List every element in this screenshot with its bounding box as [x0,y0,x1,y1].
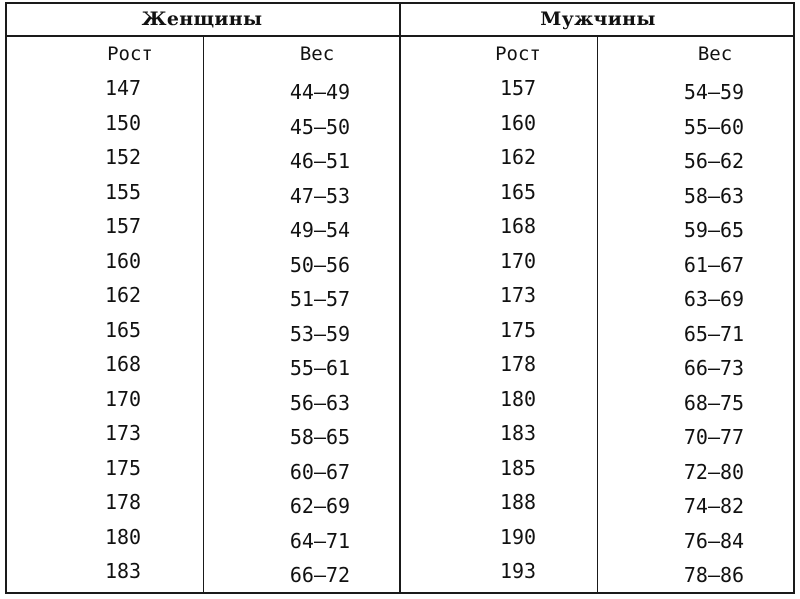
women-weight-header: Вес [299,43,335,65]
men-height-header: Рост [495,43,541,65]
women-height-cell: 170 [104,386,142,411]
women-height-cell: 157 [104,214,142,238]
women-weight-cell: 49–54 [289,218,351,242]
men-height-cell: 168 [499,214,537,238]
men-height-cell: 193 [499,559,537,583]
men-weight-cell: 70–77 [683,425,745,449]
divider-header [5,35,795,37]
women-weight-cell: 66–72 [289,563,351,587]
women-height-cell: 165 [104,317,142,342]
men-height-cell: 183 [499,421,537,445]
men-weight-cell: 55–60 [683,114,745,139]
women-height-cell: 173 [104,421,142,445]
women-height-cell: 168 [104,352,142,376]
men-height-cell: 188 [499,490,537,514]
men-height-cell: 190 [499,524,537,549]
women-weight-cell: 50–56 [289,252,351,277]
women-height-cell: 160 [104,248,142,273]
men-weight-cell: 65–71 [683,321,745,346]
men-weight-cell: 68–75 [683,390,745,415]
women-title: Женщины [141,8,263,30]
men-height-cell: 173 [499,283,537,307]
women-height-cell: 180 [104,524,142,549]
divider-women-columns [203,36,204,594]
women-weight-cell: 60–67 [289,459,351,484]
men-weight-cell: 74–82 [683,494,745,518]
women-weight-cell: 62–69 [289,494,351,518]
women-height-header: Рост [107,43,153,65]
women-weight-cell: 56–63 [289,390,351,415]
women-weight-cell: 53–59 [289,321,351,346]
women-height-cell: 150 [104,110,142,135]
women-weight-cell: 58–65 [289,425,351,449]
men-title: Мужчины [540,8,656,30]
men-weight-cell: 63–69 [683,287,745,311]
women-height-cell: 175 [104,455,142,480]
men-height-cell: 160 [499,110,537,135]
men-height-cell: 175 [499,317,537,342]
men-weight-cell: 56–62 [683,149,745,173]
women-height-cell: 147 [104,76,142,100]
women-height-cell: 178 [104,490,142,514]
men-weight-cell: 54–59 [683,80,745,104]
men-height-cell: 157 [499,76,537,100]
divider-men-columns [597,36,598,594]
women-weight-cell: 64–71 [289,528,351,553]
women-height-cell: 152 [104,145,142,169]
women-height-cell: 183 [104,559,142,583]
divider-women-men [399,2,401,594]
men-weight-cell: 76–84 [683,528,745,553]
women-weight-cell: 55–61 [289,356,351,380]
women-weight-cell: 44–49 [289,80,351,104]
men-height-cell: 165 [499,179,537,204]
men-height-cell: 162 [499,145,537,169]
men-weight-cell: 72–80 [683,459,745,484]
women-height-cell: 162 [104,283,142,307]
men-weight-header: Вес [697,43,733,65]
women-weight-cell: 45–50 [289,114,351,139]
men-height-cell: 180 [499,386,537,411]
women-weight-cell: 46–51 [289,149,351,173]
men-height-cell: 185 [499,455,537,480]
men-height-cell: 170 [499,248,537,273]
men-weight-cell: 61–67 [683,252,745,277]
women-weight-cell: 47–53 [289,183,351,208]
men-height-cell: 178 [499,352,537,376]
men-weight-cell: 58–63 [683,183,745,208]
men-weight-cell: 78–86 [683,563,745,587]
men-weight-cell: 59–65 [683,218,745,242]
women-height-cell: 155 [104,179,142,204]
women-weight-cell: 51–57 [289,287,351,311]
men-weight-cell: 66–73 [683,356,745,380]
